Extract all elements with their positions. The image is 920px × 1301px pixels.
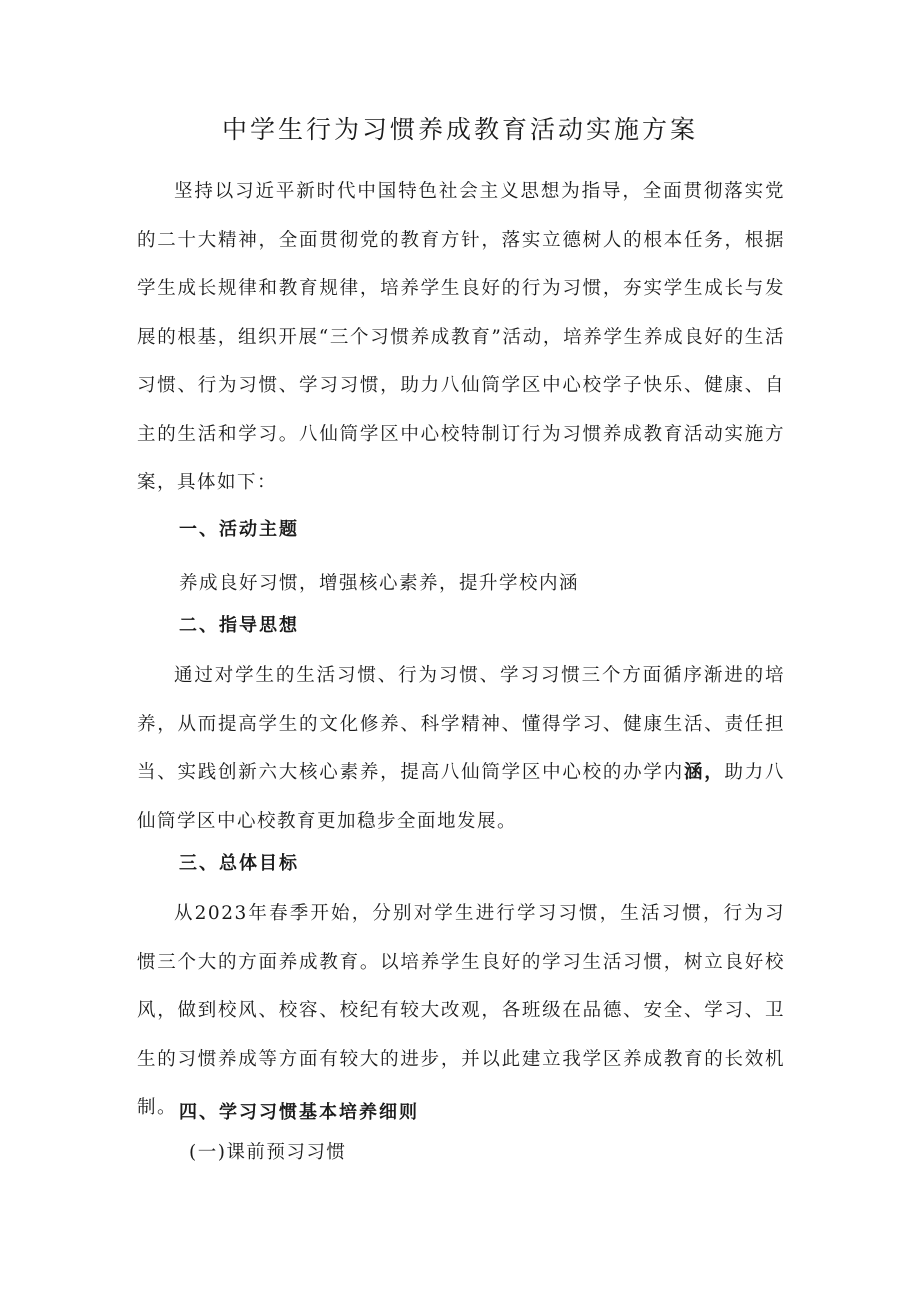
intro-block [137, 168, 785, 508]
intro-paragraph: 坚持以习近平新时代中国特色社会主义思想为指导，全面贯彻落实党的二十大精神，全面贯彻党的教育方针，落实立德树人的根本任务，根据学生成长规律和教育规律，培养学生良好的行为习惯，夯实学生成长与发展的根基，组织开展“三个习惯养成教育”活动，培养学生养成良好的生活习惯、行为习惯、学习习惯，助力八仙筒学区中心校学子快乐、健康、自主的生活和学习。八仙筒学区中心校特制订行为习惯养成教育活动实施方案，具体如下： [137, 181, 785, 493]
section-heading-study-habits: 四、学习习惯基本培养细则 [179, 1102, 419, 1123]
ideology-paragraph [137, 652, 785, 846]
ideology-text-bold: 涵， [683, 762, 725, 783]
ideology-text-after: 助力八仙筒学区中心校教育更加稳步全面地发展。 [137, 762, 785, 832]
section-guiding-ideology [137, 602, 785, 846]
section-overall-goal [137, 840, 785, 1133]
section-heading-theme: 一、活动主题 [179, 519, 299, 540]
section-study-habits [137, 1090, 785, 1170]
goal-paragraph: 从2023年春季开始，分别对学生进行学习习惯，生活习惯，行为习惯三个大的方面养成教育。以培养学生良好的学习生活习惯，树立良好校风，做到校风、校容、校纪有较大改观，各班级在品德、安全、学习、卫生的习惯养成等方面有较大的进步，并以此建立我学区养成教育的长效机制。 [137, 903, 785, 1118]
theme-text: 养成良好习惯，增强核心素养，提升学校内涵 [179, 573, 580, 594]
subsection-preview-habit: (一)课前预习习惯 [189, 1142, 347, 1163]
ideology-text-before: 通过对学生的生活习惯、行为习惯、学习习惯三个方面循序渐进的培养，从而提高学生的文化修养、科学精神、懂得学习、健康生活、责任担当、实践创新六大核心素养，提高八仙筒学区中心校的办学内 [137, 665, 785, 783]
section-heading-goal: 三、总体目标 [179, 853, 299, 874]
section-heading-ideology: 二、指导思想 [179, 615, 299, 636]
section-activity-theme [137, 506, 785, 608]
document-title: 中学生行为习惯养成教育活动实施方案 [221, 115, 698, 144]
